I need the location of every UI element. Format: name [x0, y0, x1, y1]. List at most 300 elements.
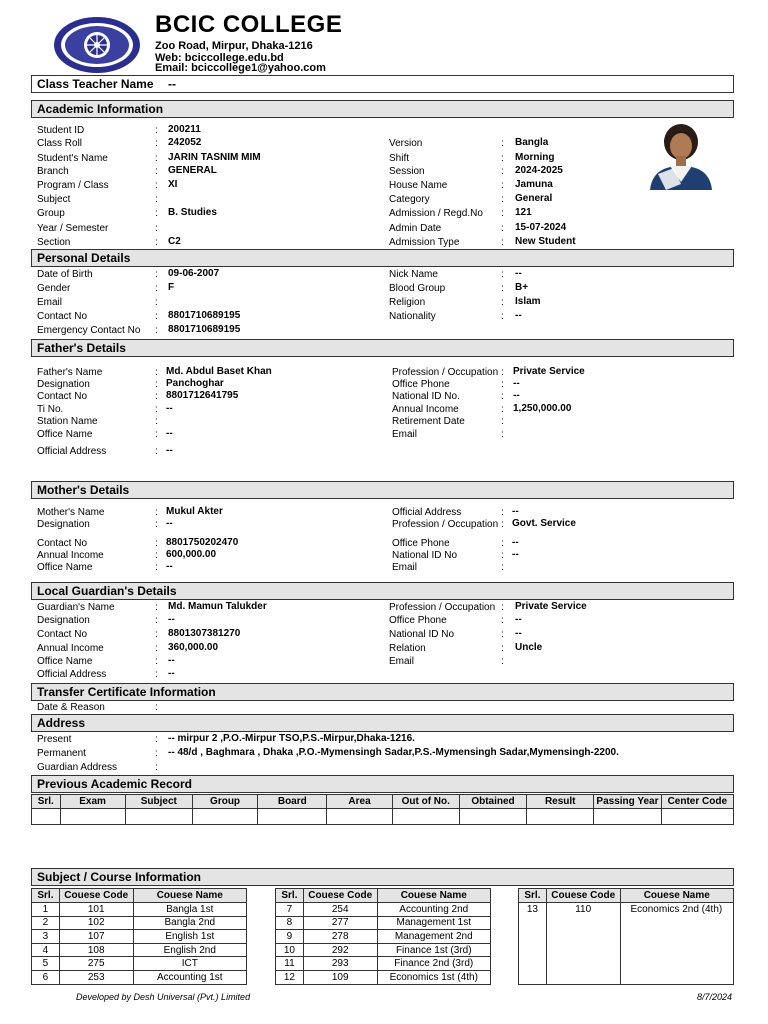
address-colon: : [155, 762, 158, 773]
table-cell [661, 809, 733, 825]
table-row [276, 957, 491, 971]
field-value: 600,000.00 [166, 549, 217, 560]
field-label: Email [392, 562, 418, 573]
field-label: Profession / Occupation [389, 602, 496, 613]
section-personal: Personal Details [31, 249, 734, 267]
field-colon: : [501, 629, 504, 640]
table-cell [546, 943, 620, 957]
course-header-cell: Couese Code [59, 889, 133, 903]
field-label: Guardian's Name [37, 602, 115, 613]
footer-date: 8/7/2024 [697, 992, 733, 1002]
field-colon: : [155, 297, 158, 308]
field-colon: : [501, 519, 504, 530]
table-cell [546, 970, 620, 984]
table-row [32, 930, 247, 944]
table-row [276, 930, 491, 944]
table-row [276, 943, 491, 957]
course-header-row [32, 889, 247, 903]
field-label: Contact No [37, 629, 88, 640]
field-value: Morning [515, 152, 555, 163]
field-label: Nationality [389, 311, 436, 322]
field-colon: : [155, 446, 158, 457]
field-colon: : [155, 416, 158, 427]
field-label: Student ID [37, 125, 85, 136]
field-colon: : [155, 311, 158, 322]
field-label: Office Name [37, 656, 93, 667]
field-label: Subject [37, 194, 71, 205]
table-row [519, 957, 734, 971]
table-cell: 8 [276, 916, 304, 930]
field-label: Session [389, 166, 425, 177]
field-label: Nick Name [389, 269, 438, 280]
field-value: 242052 [168, 137, 202, 148]
table-row [32, 970, 247, 984]
course-table-3 [518, 888, 734, 985]
field-value: B. Studies [168, 207, 217, 218]
table-cell: 110 [546, 903, 620, 917]
field-value: 2024-2025 [515, 165, 563, 176]
field-label: Section [37, 237, 71, 248]
table-cell [620, 943, 733, 957]
field-label: Official Address [392, 507, 462, 518]
field-colon: : [501, 379, 504, 390]
field-colon: : [155, 269, 158, 280]
course-header-cell: Couese Name [620, 889, 733, 903]
field-value: -- [168, 668, 175, 679]
previous-header-cell: Out of No. [392, 795, 459, 809]
table-cell [620, 970, 733, 984]
table-cell [620, 930, 733, 944]
field-value: Private Service [513, 366, 585, 377]
field-colon: : [501, 562, 504, 573]
table-cell: English 2nd [133, 943, 246, 957]
field-value: -- [168, 655, 175, 666]
field-value: 8801750202470 [166, 537, 239, 548]
field-label: Year / Semester [37, 223, 109, 234]
table-cell: 109 [303, 970, 377, 984]
course-table-1 [31, 888, 247, 985]
table-row [519, 916, 734, 930]
field-colon: : [155, 629, 158, 640]
field-label: Gender [37, 283, 71, 294]
field-label: Admin Date [389, 223, 442, 234]
address-label: Permanent [37, 748, 86, 759]
field-label: Annual Income [37, 643, 104, 654]
address-value: -- mirpur 2 ,P.O.-Mirpur TSO,P.S.-Mirpur,Dhaka-1216. [168, 733, 415, 744]
table-cell: 12 [276, 970, 304, 984]
field-colon: : [501, 367, 504, 378]
table-cell: 277 [303, 916, 377, 930]
table-row [519, 970, 734, 984]
course-header-cell: Couese Name [133, 889, 246, 903]
course-header-cell: Couese Code [546, 889, 620, 903]
table-row [32, 809, 734, 825]
field-label: Emergency Contact No [37, 325, 141, 336]
field-value: Jamuna [515, 179, 553, 190]
address-colon: : [155, 734, 158, 745]
field-label: Office Name [37, 562, 93, 573]
field-value: Private Service [515, 601, 587, 612]
table-cell: 293 [303, 957, 377, 971]
field-value: Bangla [515, 137, 549, 148]
field-label: Class Roll [37, 138, 83, 149]
table-row [32, 916, 247, 930]
course-header-cell: Srl. [276, 889, 304, 903]
field-label: Designation [37, 519, 90, 530]
table-cell: Bangla 2nd [133, 916, 246, 930]
field-colon: : [501, 615, 504, 626]
table-cell [546, 930, 620, 944]
field-colon: : [501, 550, 504, 561]
previous-header-cell: Board [258, 795, 327, 809]
field-label: Ti No. [37, 404, 64, 415]
footer-developer: Developed by Desh Universal (Pvt.) Limited [76, 992, 251, 1002]
field-colon: : [155, 153, 158, 164]
table-cell [620, 957, 733, 971]
field-colon: : [501, 602, 504, 613]
field-value: -- [168, 614, 175, 625]
table-cell: 275 [59, 957, 133, 971]
table-cell: 278 [303, 930, 377, 944]
section-address: Address [31, 714, 734, 732]
field-colon: : [501, 416, 504, 427]
field-label: Retirement Date [392, 416, 465, 427]
section-guardian: Local Guardian's Details [31, 582, 734, 600]
field-value: -- [512, 537, 519, 548]
field-colon: : [501, 538, 504, 549]
table-cell: Accounting 1st [133, 970, 246, 984]
table-cell: 2 [32, 916, 60, 930]
previous-header-cell: Obtained [459, 795, 526, 809]
table-cell: 3 [32, 930, 60, 944]
college-email: Email: bciccollege1@yahoo.com [155, 62, 326, 74]
field-value: Md. Abdul Baset Khan [166, 366, 272, 377]
field-value: XI [168, 179, 178, 190]
field-value: 8801712641795 [166, 390, 239, 401]
field-value: Islam [515, 296, 541, 307]
section-father: Father's Details [31, 339, 734, 357]
previous-header-cell: Area [327, 795, 392, 809]
table-cell: Finance 2nd (3rd) [377, 957, 490, 971]
field-colon: : [501, 391, 504, 402]
field-value: F [168, 282, 175, 293]
section-transfer: Transfer Certificate Information [31, 683, 734, 701]
field-label: Branch [37, 166, 69, 177]
table-cell [192, 809, 257, 825]
previous-record-table [31, 794, 734, 825]
field-label: Shift [389, 153, 410, 164]
field-colon: : [155, 404, 158, 415]
field-colon: : [155, 166, 158, 177]
address-value: -- 48/d , Baghmara , Dhaka ,P.O.-Mymensingh Sadar,P.S.-Mymensingh Sadar,Mymensingh-2200. [168, 747, 619, 758]
course-header-row [276, 889, 491, 903]
field-colon: : [501, 166, 504, 177]
field-label: Group [37, 208, 65, 219]
field-label: Profession / Occupation [392, 367, 499, 378]
table-cell: Bangla 1st [133, 903, 246, 917]
table-cell: 13 [519, 903, 547, 917]
table-cell [258, 809, 327, 825]
field-colon: : [155, 538, 158, 549]
address-label: Guardian Address [37, 762, 118, 773]
table-cell: 1 [32, 903, 60, 917]
field-label: Annual Income [37, 550, 104, 561]
field-colon: : [155, 194, 158, 205]
field-value: 1,250,000.00 [513, 403, 572, 414]
table-cell: 253 [59, 970, 133, 984]
field-value: -- [515, 268, 522, 279]
college-address: Zoo Road, Mirpur, Dhaka-1216 [155, 40, 313, 52]
table-cell: Management 2nd [377, 930, 490, 944]
table-cell: ICT [133, 957, 246, 971]
field-label: Office Phone [392, 538, 450, 549]
previous-header-cell: Passing Year [594, 795, 661, 809]
field-value: Govt. Service [512, 518, 576, 529]
field-label: Program / Class [37, 180, 109, 191]
address-label: Present [37, 734, 72, 745]
table-cell [519, 957, 547, 971]
field-colon: : [155, 550, 158, 561]
previous-header-cell: Center Code [661, 795, 733, 809]
table-cell: 108 [59, 943, 133, 957]
section-mother: Mother's Details [31, 481, 734, 499]
table-cell [519, 970, 547, 984]
field-colon: : [155, 138, 158, 149]
field-label: Version [389, 138, 423, 149]
table-row [32, 957, 247, 971]
field-colon: : [155, 125, 158, 136]
course-header-cell: Couese Name [377, 889, 490, 903]
table-row [32, 903, 247, 917]
table-row [276, 916, 491, 930]
field-value: -- [512, 549, 519, 560]
field-label: Office Name [37, 429, 93, 440]
field-label: Office Phone [389, 615, 447, 626]
table-row [519, 943, 734, 957]
field-colon: : [155, 391, 158, 402]
table-cell [392, 809, 459, 825]
field-label: Relation [389, 643, 426, 654]
previous-header-cell: Srl. [32, 795, 61, 809]
field-label: National ID No. [392, 391, 460, 402]
course-header-cell: Srl. [519, 889, 547, 903]
field-colon: : [155, 643, 158, 654]
field-colon: : [155, 656, 158, 667]
table-row [276, 903, 491, 917]
field-colon: : [155, 379, 158, 390]
table-cell: 101 [59, 903, 133, 917]
field-value: B+ [515, 282, 529, 293]
field-label: Contact No [37, 538, 88, 549]
course-header-cell: Couese Code [303, 889, 377, 903]
previous-header-cell: Exam [60, 795, 125, 809]
field-value: General [515, 193, 553, 204]
field-colon: : [155, 615, 158, 626]
field-value: -- [512, 506, 519, 517]
field-label: Student's Name [37, 153, 108, 164]
table-cell: Finance 1st (3rd) [377, 943, 490, 957]
field-colon: : [155, 223, 158, 234]
course-table-2 [275, 888, 491, 985]
field-colon: : [155, 283, 158, 294]
table-cell: Accounting 2nd [377, 903, 490, 917]
field-colon: : [155, 562, 158, 573]
previous-header-row [32, 795, 734, 809]
college-logo [53, 16, 141, 74]
field-label: Office Phone [392, 379, 450, 390]
table-cell [327, 809, 392, 825]
table-cell [60, 809, 125, 825]
field-colon: : [501, 237, 504, 248]
table-cell: Economics 2nd (4th) [620, 903, 733, 917]
section-subject: Subject / Course Information [31, 868, 734, 886]
table-cell [546, 916, 620, 930]
table-cell [125, 809, 192, 825]
field-colon: : [155, 507, 158, 518]
field-value: -- [515, 628, 522, 639]
table-cell [32, 809, 61, 825]
field-colon: : [501, 208, 504, 219]
table-cell: Economics 1st (4th) [377, 970, 490, 984]
table-row [519, 903, 734, 917]
field-label: Email [389, 656, 415, 667]
field-value: Uncle [515, 642, 543, 653]
field-colon: : [501, 429, 504, 440]
field-colon: : [155, 519, 158, 530]
field-label: Category [389, 194, 430, 205]
class-teacher-box [31, 75, 734, 93]
table-cell: 9 [276, 930, 304, 944]
table-cell [620, 916, 733, 930]
field-label: Designation [37, 615, 90, 626]
field-value: -- [166, 403, 173, 414]
field-colon: : [501, 153, 504, 164]
field-colon: : [155, 237, 158, 248]
field-colon: : [501, 194, 504, 205]
field-label: Father's Name [37, 367, 103, 378]
field-label: Official Address [37, 446, 107, 457]
field-colon: : [501, 180, 504, 191]
field-label: Blood Group [389, 283, 446, 294]
field-value: 121 [515, 207, 532, 218]
field-value: 8801307381270 [168, 628, 241, 639]
field-colon: : [501, 643, 504, 654]
table-cell: 10 [276, 943, 304, 957]
field-label: Contact No [37, 391, 88, 402]
field-colon: : [501, 656, 504, 667]
table-cell: English 1st [133, 930, 246, 944]
field-label: National ID No [389, 629, 455, 640]
table-cell: 292 [303, 943, 377, 957]
field-label: Contact No [37, 311, 88, 322]
table-cell: 5 [32, 957, 60, 971]
field-colon: : [155, 602, 158, 613]
table-cell [546, 957, 620, 971]
table-cell: 107 [59, 930, 133, 944]
field-label: Date of Birth [37, 269, 93, 280]
table-cell [594, 809, 661, 825]
field-label: Station Name [37, 416, 98, 427]
student-photo [636, 124, 726, 190]
previous-header-cell: Group [192, 795, 257, 809]
field-label: Admission / Regd.No [389, 208, 483, 219]
table-cell: 4 [32, 943, 60, 957]
field-value: C2 [168, 236, 181, 247]
field-value: 8801710689195 [168, 324, 241, 335]
field-value: -- [513, 378, 520, 389]
field-colon: : [501, 269, 504, 280]
field-label: Email [37, 297, 63, 308]
field-value: -- [166, 445, 173, 456]
field-value: Mukul Akter [166, 506, 223, 517]
field-value: New Student [515, 236, 576, 247]
transfer-label: Date & Reason [37, 702, 105, 713]
field-label: Email [392, 429, 418, 440]
field-colon: : [155, 325, 158, 336]
course-header-row [519, 889, 734, 903]
table-cell: 11 [276, 957, 304, 971]
table-cell [519, 916, 547, 930]
previous-header-cell: Result [527, 795, 594, 809]
field-value: JARIN TASNIM MIM [168, 152, 261, 163]
field-label: National ID No [392, 550, 458, 561]
table-cell: 254 [303, 903, 377, 917]
field-label: Mother's Name [37, 507, 105, 518]
table-cell [527, 809, 594, 825]
class-teacher-label: Class Teacher Name [37, 77, 154, 91]
field-colon: : [155, 429, 158, 440]
field-colon: : [501, 297, 504, 308]
course-header-cell: Srl. [32, 889, 60, 903]
table-cell: Management 1st [377, 916, 490, 930]
table-cell [519, 930, 547, 944]
field-label: House Name [389, 180, 448, 191]
field-colon: : [501, 283, 504, 294]
field-label: Religion [389, 297, 426, 308]
previous-header-cell: Subject [125, 795, 192, 809]
field-value: 360,000.00 [168, 642, 219, 653]
college-web: Web: bciccollege.edu.bd [155, 52, 284, 64]
field-label: Annual Income [392, 404, 459, 415]
table-row [276, 970, 491, 984]
field-value: -- [166, 428, 173, 439]
field-value: -- [166, 518, 173, 529]
field-value: 09-06-2007 [168, 268, 220, 279]
field-value: 200211 [168, 124, 201, 135]
field-value: GENERAL [168, 165, 217, 176]
field-value: 8801710689195 [168, 310, 241, 321]
field-value: Panchoghar [166, 378, 224, 389]
table-row [519, 930, 734, 944]
table-cell: 6 [32, 970, 60, 984]
field-colon: : [155, 208, 158, 219]
section-academic: Academic Information [31, 100, 734, 118]
field-value: -- [513, 390, 520, 401]
field-colon: : [155, 669, 158, 680]
table-cell [459, 809, 526, 825]
field-value: -- [166, 561, 173, 572]
field-label: Designation [37, 379, 90, 390]
field-value: -- [515, 614, 522, 625]
field-colon: : [155, 180, 158, 191]
class-teacher-value: -- [168, 77, 176, 91]
field-label: Official Address [37, 669, 107, 680]
transfer-colon: : [155, 702, 158, 713]
address-colon: : [155, 748, 158, 759]
table-row [32, 943, 247, 957]
field-value: Md. Mamun Talukder [168, 601, 267, 612]
table-cell: 102 [59, 916, 133, 930]
